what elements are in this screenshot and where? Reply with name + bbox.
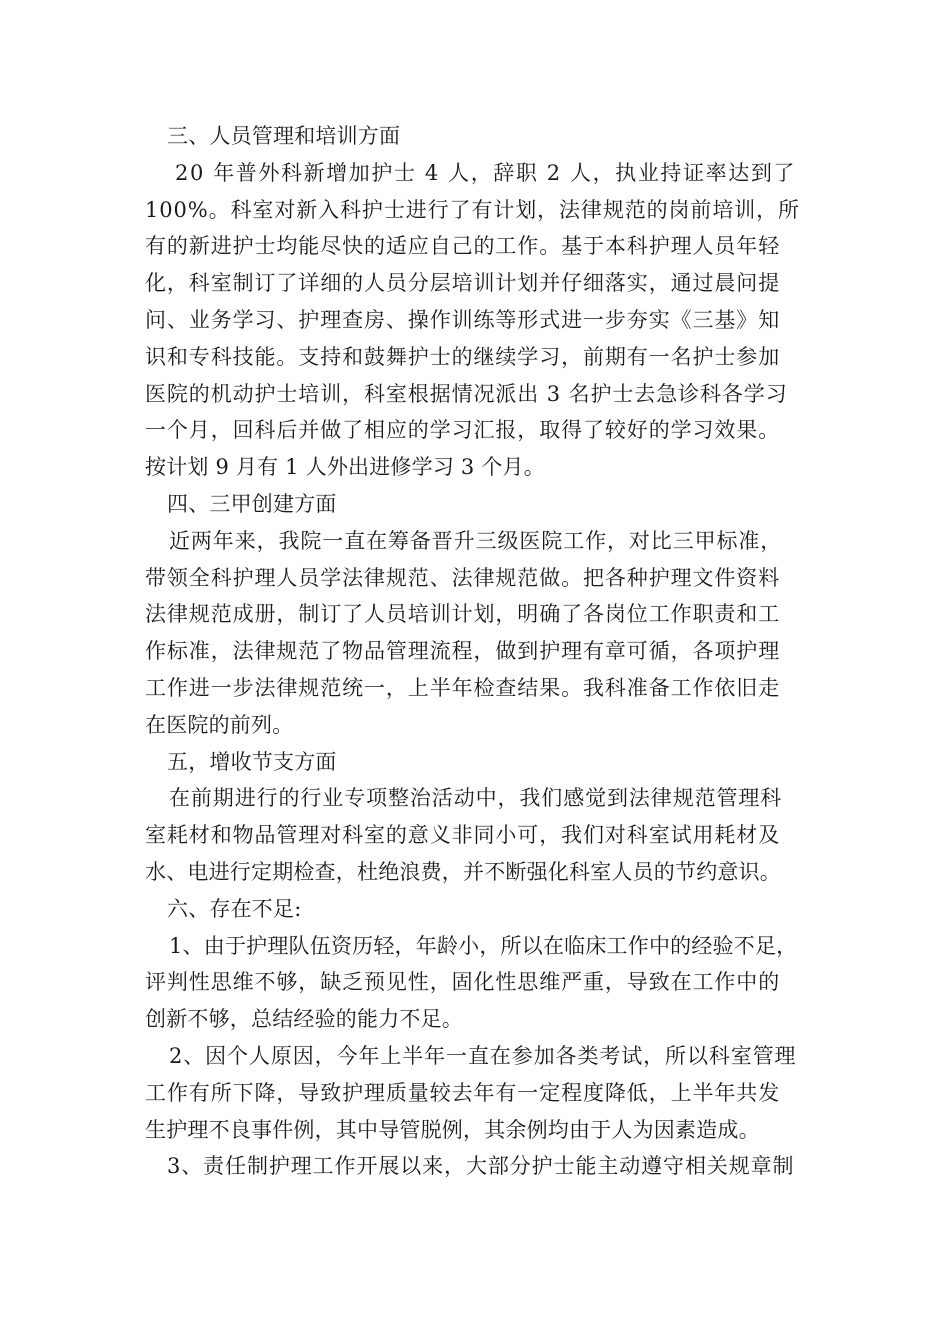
text-line: 在前期进行的行业专项整治活动中，我们感觉到法律规范管理科	[169, 786, 783, 811]
text-line: 四、三甲创建方面	[167, 491, 337, 516]
text-line: 1、由于护理队伍资历轻，年龄小，所以在临床工作中的经验不足，	[169, 933, 798, 958]
text-line: 评判性思维不够，缺乏预见性，固化性思维严重，导致在工作中的	[145, 970, 781, 995]
text-line: 工作有所下降，导致护理质量较去年有一定程度降低，上半年共发	[145, 1080, 781, 1105]
text-line: 生护理不良事件例，其中导管脱例，其余例均由于人为因素造成。	[145, 1117, 760, 1142]
text-line: 近两年来，我院一直在筹备晋升三级医院工作，对比三甲标准，	[169, 528, 783, 553]
text-line: 医院的机动护士培训，科室根据情况派出 3 名护士去急诊科各学习	[145, 381, 788, 406]
text-line: 20 年普外科新增加护士 4 人，辞职 2 人，执业持证率达到了	[175, 160, 797, 185]
text-line: 按计划 9 月有 1 人外出进修学习 3 个月。	[145, 455, 545, 480]
text-line: 在医院的前列。	[145, 712, 294, 737]
text-line: 一个月，回科后并做了相应的学习汇报，取得了较好的学习效果。	[145, 418, 781, 443]
text-line: 作标准，法律规范了物品管理流程，做到护理有章可循，各项护理	[145, 639, 781, 664]
text-line: 化，科室制订了详细的人员分层培训计划并仔细落实，通过晨问提	[145, 271, 781, 296]
document-body	[145, 118, 810, 1185]
text-line: 有的新进护士均能尽快的适应自己的工作。基于本科护理人员年轻	[145, 234, 781, 259]
text-line: 工作进一步法律规范统一，上半年检查结果。我科准备工作依旧走	[145, 675, 781, 700]
text-line: 五，增收节支方面	[167, 749, 337, 774]
text-line: 2、因个人原因，今年上半年一直在参加各类考试，所以科室管理	[169, 1043, 797, 1068]
text-line: 三、人员管理和培训方面	[167, 124, 401, 148]
text-line: 带领全科护理人员学法律规范、法律规范做。把各种护理文件资料	[145, 565, 781, 590]
text-line: 创新不够，总结经验的能力不足。	[145, 1007, 463, 1032]
text-line: 法律规范成册，制订了人员培训计划，明确了各岗位工作职责和工	[145, 602, 781, 627]
text-line: 室耗材和物品管理对科室的意义非同小可，我们对科室试用耗材及	[145, 823, 781, 848]
text-line: 识和专科技能。支持和鼓舞护士的继续学习，前期有一名护士参加	[145, 344, 781, 369]
text-line: 六、存在不足:	[167, 896, 302, 921]
text-line: 3、责任制护理工作开展以来，大部分护士能主动遵守相关规章制	[167, 1154, 795, 1179]
text-line: 水、电进行定期检查，杜绝浪费，并不断强化科室人员的节约意识。	[145, 859, 781, 884]
text-line: 问、业务学习、护理查房、操作训练等形式进一步夯实《三基》知	[145, 307, 781, 332]
text-line: 100%。科室对新入科护士进行了有计划，法律规范的岗前培训，所	[145, 197, 800, 222]
